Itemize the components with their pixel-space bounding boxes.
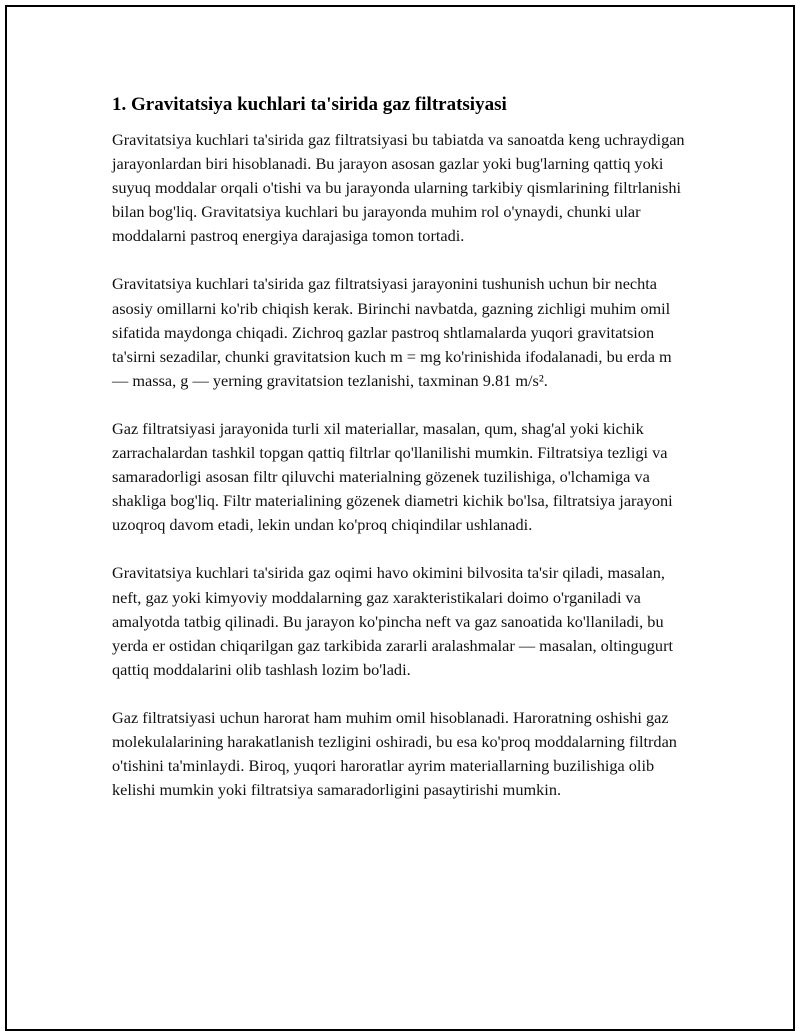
paragraph-4: Gravitatsiya kuchlari ta'sirida gaz oqimi havo okimini bilvosita ta'sir qiladi, masalan, neft, gaz yoki kimyoviy moddalarning gaz xarakteristikalari doimo o'rganiladi va amalyotda tatbig qilinadi. Bu jarayon ko'pincha neft va gaz sanoatida ko'llaniladi, bu yerda er ostidan chiqarilgan gaz tarkibida zararli aralashmalar — masalan, oltingugurt qattiq moddalarini olib tashlash lozim bo'ladi. — [112, 563, 674, 679]
paragraph-1: Gravitatsiya kuchlari ta'sirida gaz filtratsiyasi bu tabiatda va sanoatda keng uchraydigan jarayonlardan biri hisoblanadi. Bu jarayon asosan gazlar yoki bug'larning qattiq yoki suyuq moddalar orqali o'tishi va bu jarayonda ularning tarkibiy qismlarining filtrlanishi bilan bog'liq. Gravitatsiya kuchlari bu jarayonda muhim rol o'ynaydi, chunki ular moddalarni pastroq energiya darajasiga tomon tortadi. — [112, 130, 685, 246]
document-body — [112, 92, 692, 826]
section-heading: 1. Gravitatsiya kuchlari ta'sirida gaz filtratsiyasi — [112, 94, 507, 115]
paragraph-2: Gravitatsiya kuchlari ta'sirida gaz filtratsiyasi jarayonini tushunish uchun bir nechta asosiy omillarni ko'rib chiqish kerak. Birinchi navbatda, gazning zichligi muhim omil sifatida maydonga chiqadi. Zichroq gazlar pastroq shtlamalarda yuqori gravitatsion ta'sirni sezadilar, chunki gravitatsion kuch m = mg ko'rinishida ifodalanadi, bu erda m — massa, g — yerning gravitatsion tezlanishi, taxminan 9.81 m/s². — [112, 274, 672, 390]
paragraph-5: Gaz filtratsiyasi uchun harorat ham muhim omil hisoblanadi. Haroratning oshishi gaz molekulalarining harakatlanish tezligini oshiradi, bu esa ko'proq moddalarning filtrdan o'tishini ta'minlaydi. Biroq, yuqori haroratlar ayrim materiallarning buzilishiga olib kelishi mumkin yoki filtratsiya samaradorligini pasaytirishi mumkin. — [112, 707, 677, 800]
paragraph-3: Gaz filtratsiyasi jarayonida turli xil materiallar, masalan, qum, shag'al yoki kichik zarrachalardan tashkil topgan qattiq filtrlar qo'llanilishi mumkin. Filtratsiya tezligi va samaradorligi asosan filtr qiluvchi materialning gözenek tuzilishiga, o'lchamiga va shakliga bog'liq. Filtr materialining gözenek diametri kichik bo'lsa, filtratsiya jarayoni uzoqroq davom etadi, lekin undan ko'proq chiqindilar ushlanadi. — [112, 418, 673, 535]
